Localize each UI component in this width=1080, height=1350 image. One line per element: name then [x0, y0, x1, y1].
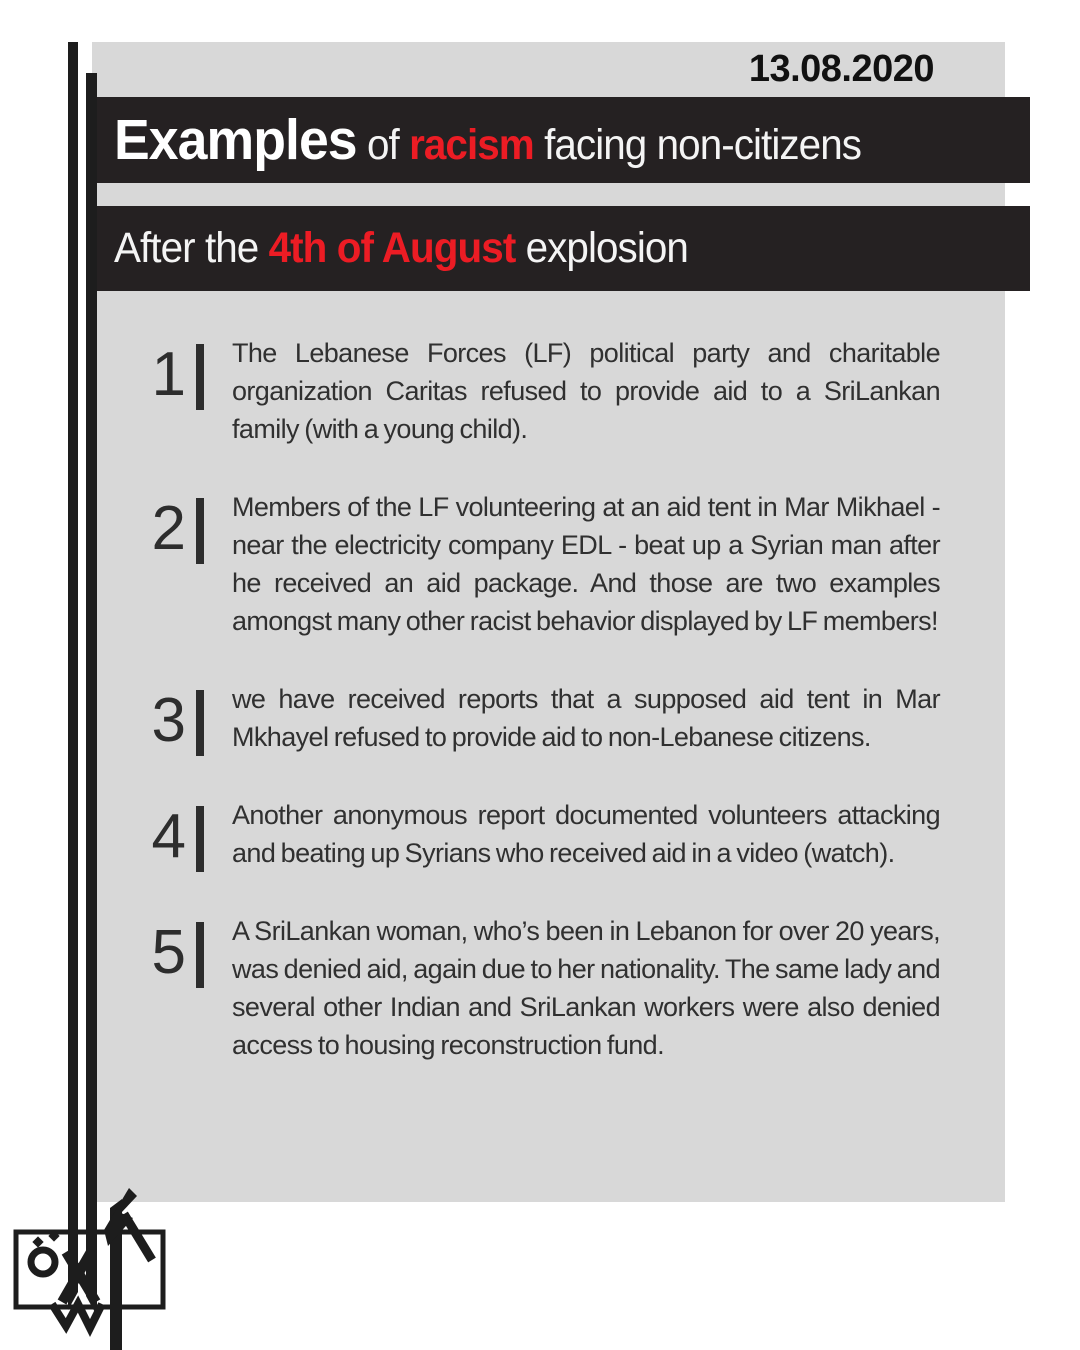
date-label: 13.08.2020 [748, 48, 934, 90]
subtitle-tail: explosion [515, 224, 688, 272]
left-vertical-line-a [68, 42, 78, 1310]
item-text: A SriLankan woman, who’s been in Lebanon for over 20 years, was denied aid, again due to her nationality. The same lady and several other Indian and SriLankan workers were also denied access to housing reconstruction fund. [232, 916, 940, 1060]
logo-dot [32, 1236, 43, 1247]
subtitle-lead: After the [114, 224, 269, 272]
subtitle-highlight: 4th of August [268, 224, 516, 272]
title-lead: Examples [114, 108, 357, 172]
logo-letterform [124, 1214, 152, 1260]
item-text: we have received reports that a supposed aid tent in Mar Mkhayel refused to provide aid to non-Lebanese citizens. [232, 684, 940, 752]
title-tail: facing non-citizens [533, 121, 862, 169]
arabic-calligraphy-logo [0, 0, 240, 1350]
item-text: Another anonymous report documented volunteers attacking and beating up Syrians who received aid in a video (watch). [232, 800, 940, 868]
item-number: 4 [151, 802, 184, 871]
item-text: The Lebanese Forces (LF) political party and charitable organization Caritas refused to provide aid to a SriLankan family (with a young child). [232, 338, 940, 444]
item-number: 3 [151, 686, 184, 755]
item-number: 5 [151, 918, 184, 987]
item-number: 2 [151, 494, 184, 563]
title-mid: of [356, 121, 410, 169]
item-number: 1 [151, 340, 184, 409]
left-vertical-line-b [86, 73, 97, 1316]
item-text: Members of the LF volunteering at an aid tent in Mar Mikhael - near the electricity company EDL - beat up a Syrian man after he received an aid package. And those are two examples amongst many other racist behavior displayed by LF members! [232, 492, 940, 636]
logo-ring [31, 1250, 55, 1274]
title-highlight: racism [409, 121, 534, 169]
